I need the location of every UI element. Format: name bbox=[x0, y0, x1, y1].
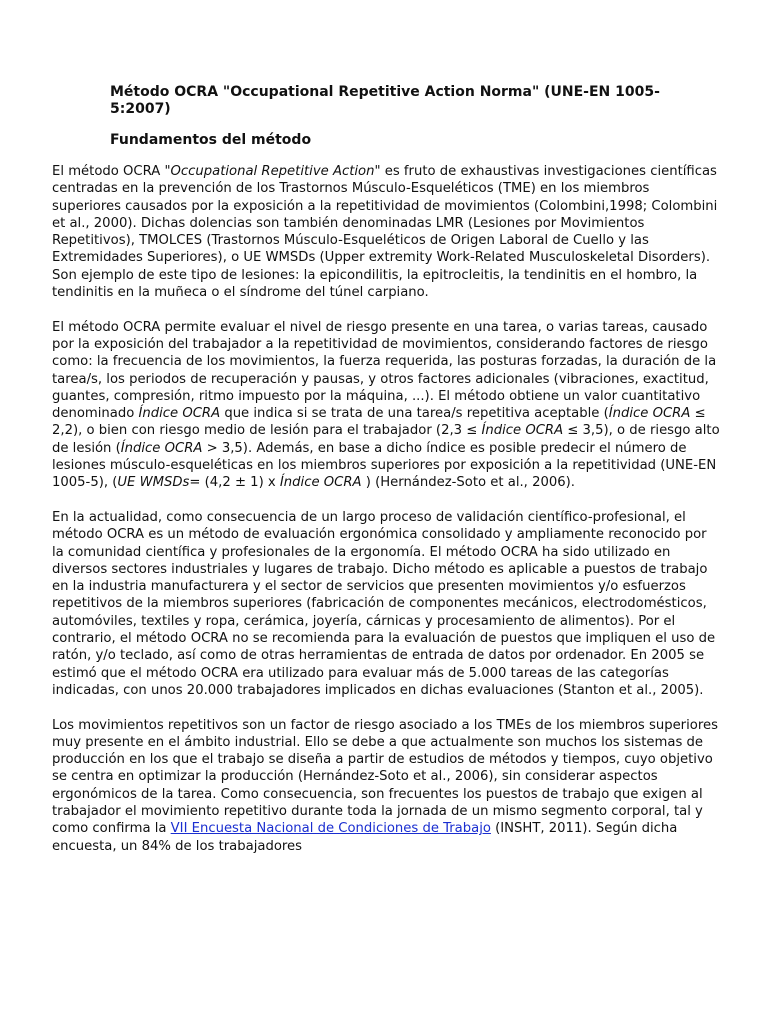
paragraph-4 bbox=[52, 717, 720, 855]
paragraph-1 bbox=[52, 163, 720, 301]
text-run: > 3,5). Además, en base a dicho índice es posible predecir el número de lesiones músculo-esqueléticas en los miembros superiores por exposición a la repetitividad (UNE-EN 1005-5), ( bbox=[52, 440, 717, 491]
text-run: Los movimientos repetitivos son un factor de riesgo asociado a los TMEs de los miembros superiores muy presente en el ámbito industrial. Ello se debe a que actualmente son muchos los sistemas de producción en los que el trabajo se diseña a partir de estudios de métodos y tiempos, cuyo objetivo se centra en optimizar la producción (Hernández-Soto et al., 2006), sin considerar aspectos ergonómicos de la tarea. Como consecuencia, son frecuentes los puestos de trabajo que exigen al trabajador el movimiento repetitivo durante toda la jornada de un mismo segmento corporal, tal y como confirma la bbox=[52, 717, 718, 837]
italic-text: Índice OCRA bbox=[138, 406, 221, 422]
italic-text: Índice OCRA bbox=[481, 423, 564, 439]
text-run: (INSHT, 2011). Según dicha encuesta, un 84% de los trabajadores bbox=[52, 821, 678, 854]
section-heading: Fundamentos del método bbox=[110, 132, 312, 148]
document-title: Método OCRA "Occupational Repetitive Action Norma" (UNE-EN 1005-5:2007) bbox=[110, 84, 660, 117]
encuesta-link[interactable]: VII Encuesta Nacional de Condiciones de Trabajo bbox=[170, 821, 491, 837]
paragraph-2 bbox=[52, 319, 720, 492]
paragraph-3: En la actualidad, como consecuencia de un largo proceso de validación científico-profesional, el método OCRA es un método de evaluación ergonómica consolidado y ampliamente reconocido por la comunidad científica y profesionales de la ergonomía. El método OCRA ha sido utilizado en diversos sectores industriales y lugares de trabajo. Dicho método es aplicable a puestos de trabajo en la industria manufacturera y el sector de servicios que presenten movimientos y/o esfuerzos repetitivos de la miembros superiores (fabricación de componentes mecánicos, electrodomésticos, automóviles, textiles y ropa, cerámica, joyería, cárnicas y procesamiento de alimentos). Por el contrario, el método OCRA no se recomienda para la evaluación de puestos que impliquen el uso de ratón, y/o teclado, así como de otras herramientas de entrada de datos por ordenador. En 2005 se estimó que el método OCRA era utilizado para evaluar más de 5.000 tareas de las categorías indicadas, con unos 20.000 trabajadores implicados en dichas evaluaciones (Stanton et al., 2005). bbox=[52, 509, 716, 698]
italic-text: Índice OCRA bbox=[120, 440, 203, 456]
italic-text: Índice OCRA bbox=[608, 406, 691, 422]
document-body bbox=[52, 163, 720, 872]
text-run: ≤ 3,5), o de riesgo alto de lesión ( bbox=[52, 423, 720, 456]
text-run: " es fruto de exhaustivas investigaciones científicas centradas en la prevención de los Trastornos Músculo-Esqueléticos (TME) en los miembros superiores causados por la exposición a la repetitividad de movimientos (Colombini,1998; Colombini et al., 2000). Dichas dolencias son también denominadas LMR (Lesiones por Movimientos Repetitivos), TMOLCES (Trastornos Músculo-Esqueléticos de Origen Laboral de Cuello y las Extremidades Superiores), o UE WMSDs (Upper extremity Work-Related Musculoskeletal Disorders). Son ejemplo de este tipo de lesiones: la epicondilitis, la epitrocleitis, la tendinitis en el hombro, la tendinitis en la muñeca o el síndrome del túnel carpiano. bbox=[52, 164, 718, 301]
text-run: El método OCRA " bbox=[52, 164, 171, 179]
text-run: que indica si se trata de una tarea/s repetitiva aceptable ( bbox=[220, 406, 609, 422]
italic-text: UE WMSDs bbox=[117, 475, 190, 491]
text-run: El método OCRA permite evaluar el nivel de riesgo presente en una tarea, o varias tareas, causado por la exposición del trabajador a la repetitividad de movimientos, considerando factores de riesgo como: la frecuencia de los movimientos, la fuerza requerida, las posturas forzadas, la duración de la tarea/s, los periodos de recuperación y pausas, y otros factores adicionales (vibraciones, exactitud, guantes, compresión, ritmo impuesto por la máquina, ...). El método obtiene un valor cuantitativo denominado bbox=[52, 319, 717, 422]
italic-text: Occupational Repetitive Action bbox=[170, 164, 375, 179]
text-run: = (4,2 ± 1) x bbox=[189, 475, 280, 491]
text-run: ) (Hernández-Soto et al., 2006). bbox=[361, 475, 575, 491]
italic-text: Índice OCRA bbox=[279, 475, 362, 491]
text-run: ≤ 2,2), o bien con riesgo medio de lesión para el trabajador (2,3 ≤ bbox=[52, 406, 706, 439]
